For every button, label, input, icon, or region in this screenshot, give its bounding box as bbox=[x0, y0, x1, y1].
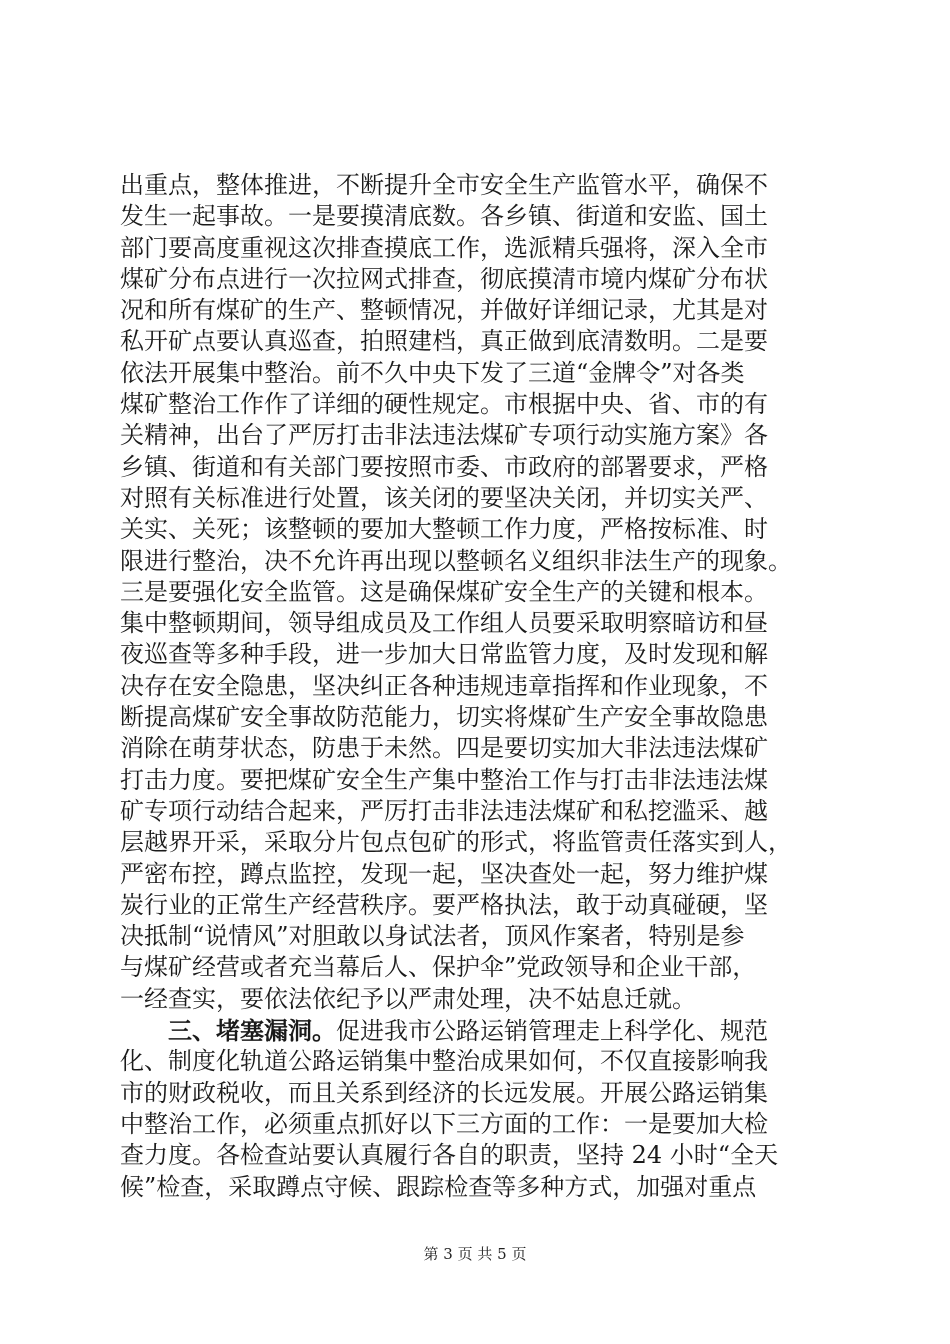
text-line: 夜巡查等多种手段，进一步加大日常监管力度，及时发现和解 bbox=[120, 640, 768, 669]
text-line: 煤矿分布点进行一次拉网式排查，彻底摸清市境内煤矿分布状 bbox=[120, 264, 768, 293]
text-line: 关精神，出台了严厉打击非法违法煤矿专项行动实施方案》各 bbox=[120, 421, 768, 450]
text-line: 发生一起事故。一是要摸清底数。各乡镇、街道和安监、国土 bbox=[120, 202, 768, 231]
document-body bbox=[120, 170, 840, 1203]
text-line: 中整治工作，必须重点抓好以下三方面的工作：一是要加大检 bbox=[120, 1109, 768, 1138]
text-line: 煤矿整治工作作了详细的硬性规定。市根据中央、省、市的有 bbox=[120, 390, 768, 419]
text-line: 决抵制“说情风”对胆敢以身试法者，顶风作案者，特别是参 bbox=[120, 922, 745, 951]
text-line: 化、制度化轨道公路运销集中整治成果如何，不仅直接影响我 bbox=[120, 1047, 768, 1076]
section-3-first-line bbox=[120, 1015, 840, 1046]
text-line: 严密布控，蹲点监控，发现一起，坚决查处一起，努力维护煤 bbox=[120, 859, 768, 888]
text-line: 炭行业的正常生产经营秩序。要严格执法，敢于动真碰硬，坚 bbox=[120, 890, 768, 919]
section-3-first-line-text: 促进我市公路运销管理走上科学化、规范 bbox=[336, 1017, 768, 1046]
page-number-footer: 第 3 页 共 5 页 bbox=[423, 1245, 527, 1263]
text-line: 查力度。各检查站要认真履行各自的职责，坚持 24 小时“全天 bbox=[120, 1141, 779, 1170]
section-3-heading: 三、堵塞漏洞。 bbox=[168, 1016, 336, 1046]
text-line: 私开矿点要认真巡查，拍照建档，真正做到底清数明。二是要 bbox=[120, 327, 768, 356]
text-line: 一经查实，要依法依纪予以严肃处理，决不姑息迁就。 bbox=[120, 984, 696, 1013]
text-line: 部门要高度重视这次排查摸底工作，选派精兵强将，深入全市 bbox=[120, 233, 768, 262]
text-line: 层越界开采，采取分片包点包矿的形式，将监管责任落实到人， bbox=[120, 828, 792, 857]
text-line: 乡镇、街道和有关部门要按照市委、市政府的部署要求，严格 bbox=[120, 452, 768, 481]
text-line: 候”检查，采取蹲点守候、跟踪检查等多种方式，加强对重点 bbox=[120, 1172, 757, 1201]
text-line: 出重点，整体推进，不断提升全市安全生产监管水平，确保不 bbox=[120, 171, 768, 199]
text-line: 集中整顿期间，领导组成员及工作组人员要采取明察暗访和昼 bbox=[120, 609, 768, 638]
text-line: 依法开展集中整治。前不久中央下发了三道“金牌令”对各类 bbox=[120, 358, 745, 387]
text-line: 决存在安全隐患，坚决纠正各种违规违章指挥和作业现象，不 bbox=[120, 671, 768, 700]
text-line: 限进行整治，决不允许再出现以整顿名义组织非法生产的现象。 bbox=[120, 546, 792, 575]
text-line: 况和所有煤矿的生产、整顿情况，并做好详细记录，尤其是对 bbox=[120, 296, 768, 325]
text-line: 市的财政税收，而且关系到经济的长远发展。开展公路运销集 bbox=[120, 1078, 768, 1107]
text-line: 三是要强化安全监管。这是确保煤矿安全生产的关键和根本。 bbox=[120, 577, 768, 606]
text-line: 消除在萌芽状态，防患于未然。四是要切实加大非法违法煤矿 bbox=[120, 734, 768, 763]
text-line: 断提高煤矿安全事故防范能力，切实将煤矿生产安全事故隐患 bbox=[120, 703, 768, 732]
text-line: 矿专项行动结合起来，严厉打击非法违法煤矿和私挖滥采、越 bbox=[120, 796, 768, 825]
text-line: 关实、关死；该整顿的要加大整顿工作力度，严格按标准、时 bbox=[120, 515, 768, 544]
text-line: 打击力度。要把煤矿安全生产集中整治工作与打击非法违法煤 bbox=[120, 765, 768, 794]
text-line: 与煤矿经营或者充当幕后人、保护伞”党政领导和企业干部， bbox=[120, 953, 757, 982]
text-line: 对照有关标准进行处置，该关闭的要坚决关闭，并切实关严、 bbox=[120, 483, 768, 512]
